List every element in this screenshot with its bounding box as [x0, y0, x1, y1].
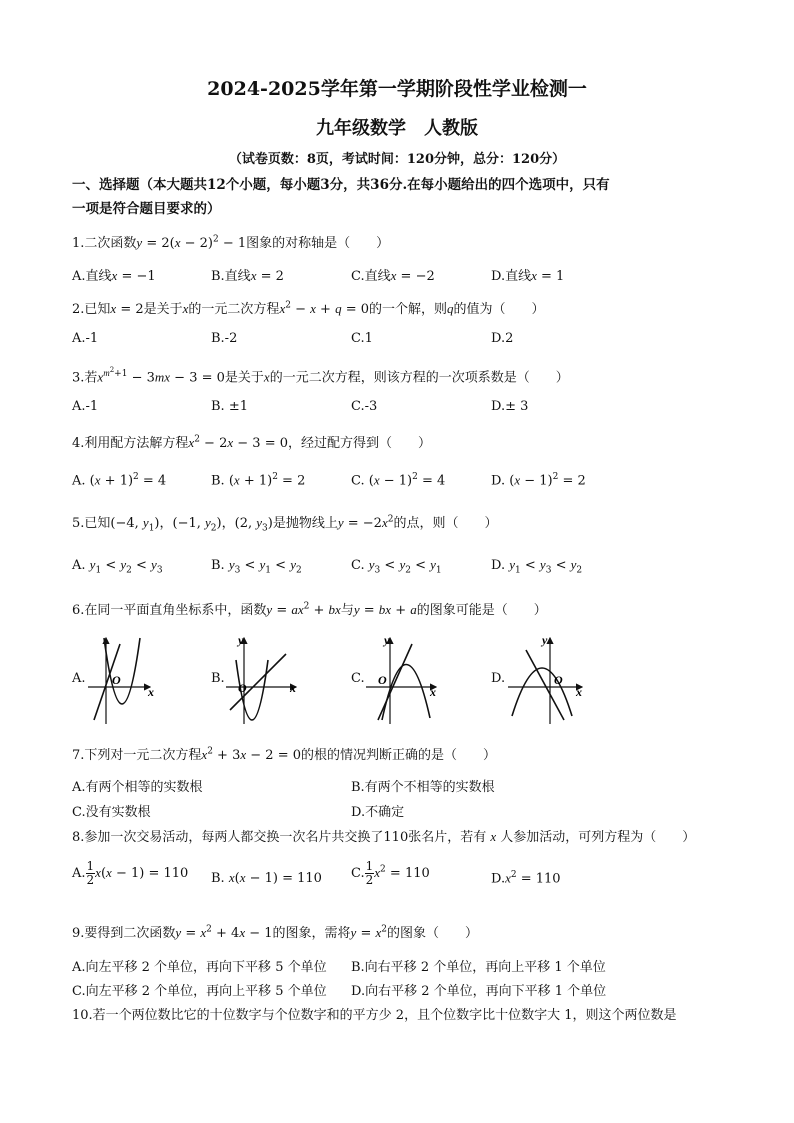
q4-option-a[interactable]: A. $(x + 1)^2 = 4$	[72, 472, 167, 489]
question-10: 10.若一个两位数比它的十位数字与个位数字和的平方少 2，且个位数字比十位数字大 1，则这个两位数是	[72, 1008, 677, 1023]
q6-graph-a[interactable]	[84, 630, 164, 726]
q4-option-c[interactable]: C. $(x - 1)^2 = 4$	[351, 472, 446, 489]
section-heading-line2: 一项是符合题目要求的）	[72, 201, 221, 217]
q3-option-d[interactable]: D.± 3	[491, 399, 529, 414]
question-2: 2.已知x = 2是关于x的一元二次方程$x^2 - x + q = 0$的一个解，则q的值为（ ）	[72, 300, 545, 317]
question-1: 1.二次函数$y = 2(x - 2)^2 - 1$图象的对称轴是（ ）	[72, 234, 390, 251]
q2-option-c[interactable]: C.1	[351, 331, 373, 346]
q3-option-a[interactable]: A.-1	[72, 399, 99, 414]
q3-option-b[interactable]: B. ±1	[211, 399, 248, 414]
q1-option-c[interactable]: C.直线x = −2	[351, 268, 435, 284]
q1-option-d[interactable]: D.直线x = 1	[491, 268, 565, 284]
q6-option-d-label[interactable]: D.	[491, 671, 506, 686]
exam-info: （试卷页数：8页，考试时间：120分钟，总分：120分）	[228, 152, 566, 167]
svg-text:O: O	[554, 673, 563, 687]
question-6: 6.在同一平面直角坐标系中，函数$y = ax^2$ + bx与y = bx + a的图象可能是（ ）	[72, 601, 547, 618]
q6-option-b-label[interactable]: B.	[211, 671, 225, 686]
svg-text:y: y	[384, 633, 390, 647]
question-3: 3.若$x^{m^2+1} - 3mx - 3 = 0$是关于x的一元二次方程，则该方程的一次项系数是（ ）	[72, 366, 569, 386]
q8-option-d[interactable]: $D.x^2 = 110$	[491, 870, 561, 887]
q7-option-b[interactable]: B.有两个不相等的实数根	[351, 780, 495, 795]
section-heading-line1: 一、选择题（本大题共12个小题，每小题3分，共36分.在每小题给出的四个选项中，只有	[72, 177, 610, 193]
q5-option-c[interactable]: C. $y_3 < y_2 < y_1$	[351, 557, 442, 576]
question-5: 5.已知(−4, $y_1$)，(−1, $y_2$)，(2, $y_3$)是抛物线上$y = -2x^2$的点，则（ ）	[72, 514, 498, 534]
svg-text:x: x	[290, 681, 296, 695]
q8-option-b[interactable]: B. x(x − 1) = 110	[211, 870, 322, 886]
q2-option-b[interactable]: B.-2	[211, 331, 238, 346]
svg-text:O: O	[238, 681, 247, 695]
q2-option-d[interactable]: D.2	[491, 331, 514, 346]
svg-text:x: x	[576, 685, 582, 699]
q6-graph-b[interactable]	[224, 630, 304, 726]
q9-option-b[interactable]: B.向右平移 2 个单位，再向上平移 1 个单位	[351, 960, 606, 975]
q9-option-a[interactable]: A.向左平移 2 个单位，再向下平移 5 个单位	[72, 960, 327, 975]
q4-option-d[interactable]: D. $(x - 1)^2 = 2$	[491, 472, 586, 489]
q8-option-c[interactable]: C. $\frac{1}{2}$ $x^2 = 110$	[351, 859, 430, 887]
question-7: 7.下列对一元二次方程$x^2 + 3x - 2 = 0$的根的情况判断正确的是（ ）	[72, 746, 497, 763]
svg-text:O: O	[378, 673, 387, 687]
svg-text:y: y	[238, 633, 244, 647]
svg-text:O: O	[112, 673, 121, 687]
q5-option-a[interactable]: A. $y_1 < y_2 < y_3$	[72, 557, 163, 576]
q1-option-b[interactable]: B.直线x = 2	[211, 268, 284, 284]
question-8: 8.参加一次交易活动，每两人都交换一次名片共交换了110张名片，若有 x 人参加活动，可列方程为（ ）	[72, 829, 696, 845]
q6-option-a-label[interactable]: A.	[72, 671, 86, 686]
q7-option-a[interactable]: A.有两个相等的实数根	[72, 780, 203, 795]
q2-option-a[interactable]: A.-1	[72, 331, 99, 346]
q5-option-b[interactable]: B. $y_3 < y_1 < y_2$	[211, 557, 302, 576]
exam-title: 2024-2025学年第一学期阶段性学业检测一	[207, 78, 587, 100]
q9-option-d[interactable]: D.向右平移 2 个单位，再向下平移 1 个单位	[351, 984, 607, 999]
q1-option-a[interactable]: A.直线x = −1	[72, 268, 156, 284]
q9-option-c[interactable]: C.向左平移 2 个单位，再向上平移 5 个单位	[72, 984, 327, 999]
q7-option-d[interactable]: D.不确定	[351, 805, 405, 820]
q5-option-d[interactable]: D. $y_1 < y_3 < y_2$	[491, 557, 583, 576]
q3-option-c[interactable]: C.-3	[351, 399, 378, 414]
question-9: 9.要得到二次函数$y = x^2 + 4x - 1$的图象，需将$y = x^2$的图象（ ）	[72, 924, 479, 941]
q7-option-c[interactable]: C.没有实数根	[72, 805, 151, 820]
q4-option-b[interactable]: B. $(x + 1)^2 = 2$	[211, 472, 306, 489]
q6-option-c-label[interactable]: C.	[351, 671, 365, 686]
exam-subtitle: 九年级数学 人教版	[316, 118, 478, 139]
q6-graph-d[interactable]	[506, 630, 590, 726]
q6-graph-c[interactable]	[364, 630, 444, 726]
question-4: 4.利用配方法解方程$x^2 - 2x - 3 = 0$，经过配方得到（ ）	[72, 434, 432, 451]
svg-text:x: x	[430, 685, 436, 699]
svg-text:y: y	[542, 633, 548, 647]
svg-text:x: x	[148, 685, 154, 699]
q8-option-a[interactable]: A. $\frac{1}{2}$ x(x − 1) = 110	[72, 859, 189, 887]
